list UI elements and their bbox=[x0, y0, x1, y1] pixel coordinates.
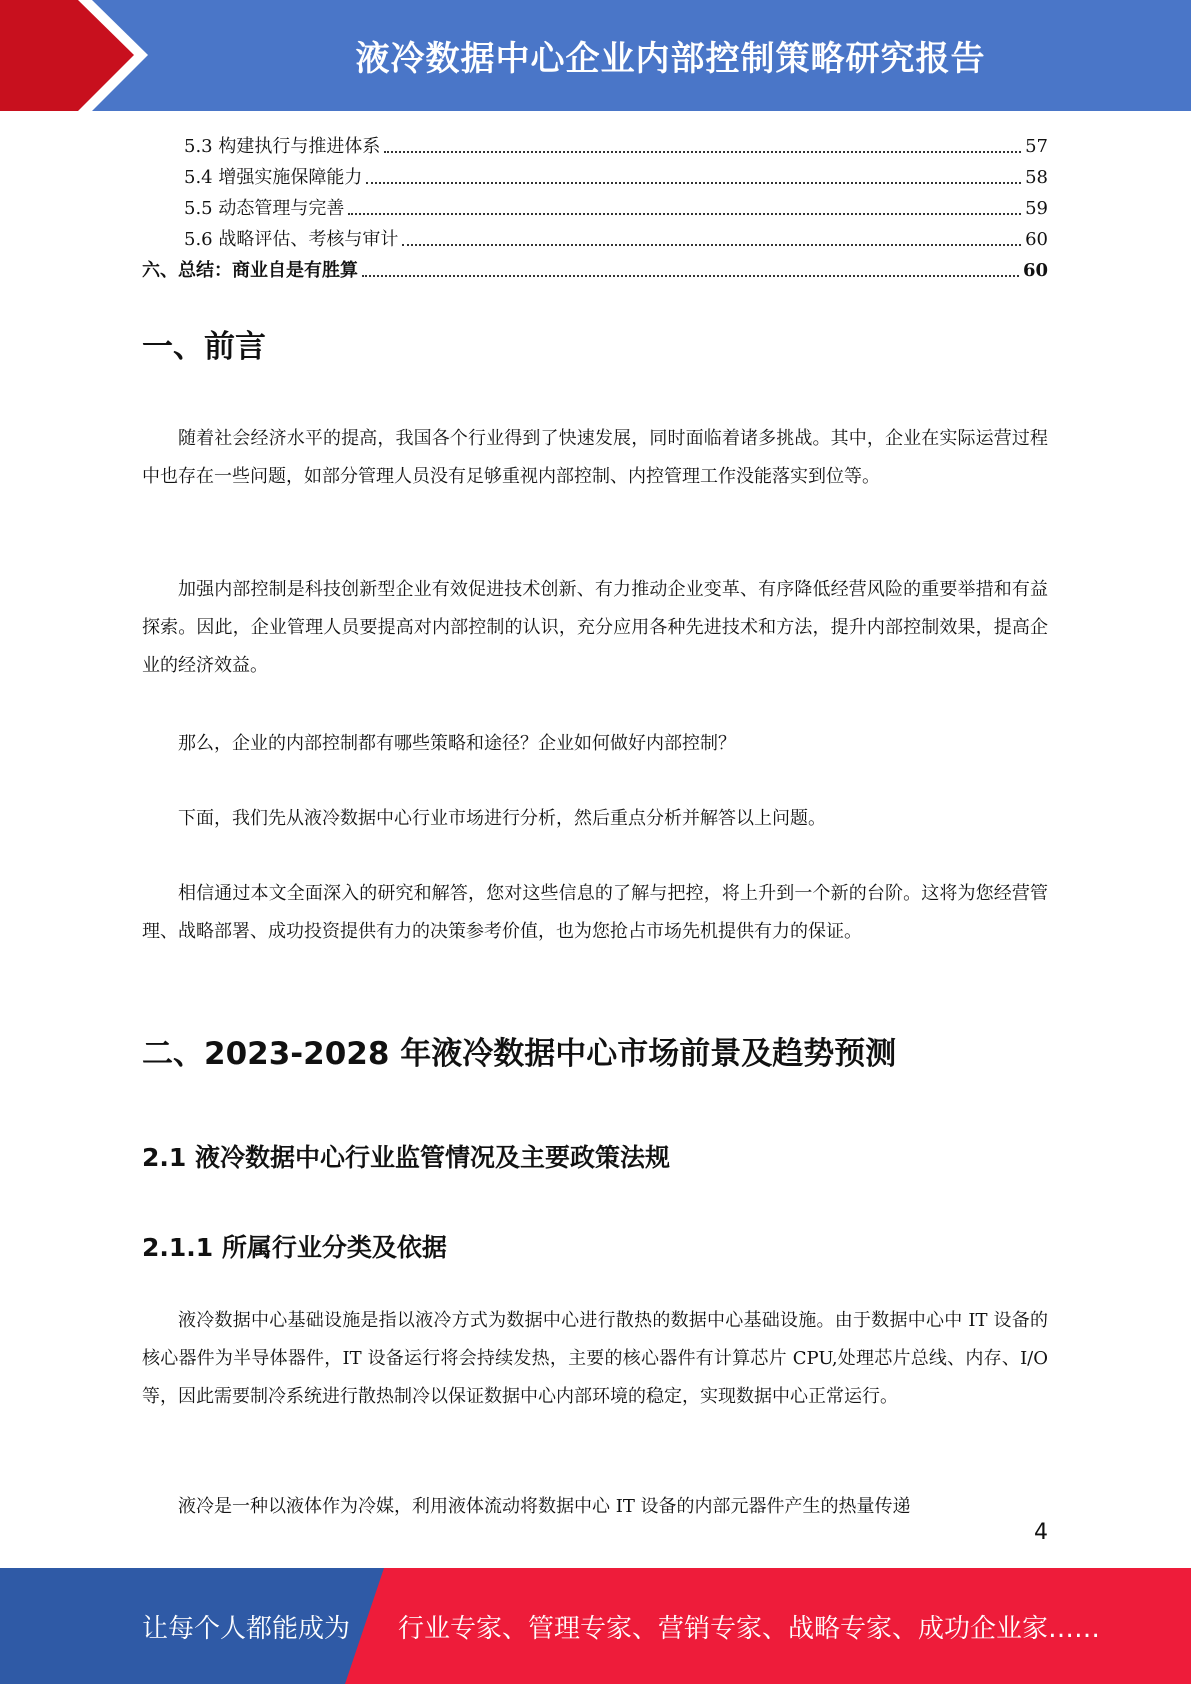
page-number: 4 bbox=[1034, 1520, 1048, 1545]
footer-slogan-left: 让每个人都能成为 bbox=[142, 1613, 351, 1644]
paragraph: 液冷数据中心基础设施是指以液冷方式为数据中心进行散热的数据中心基础设施。由于数据中心中 IT 设备的核心器件为半导体器件，IT 设备运行将会持续发热，主要的核心器件有计算芯片 CPU,处理芯片总线、内存、I/O 等，因此需要制冷系统进行散热制冷以保证数据中心内部环境的稳定，实现数据中心正常运行。 bbox=[142, 1310, 1048, 1407]
subsection-heading-2-1: 2.1 液冷数据中心行业监管情况及主要政策法规 bbox=[142, 1143, 670, 1172]
header-chevron-decoration bbox=[0, 0, 160, 111]
toc-leader-dots bbox=[366, 182, 1021, 184]
paragraph: 那么，企业的内部控制都有哪些策略和途径？企业如何做好内部控制？ bbox=[178, 733, 736, 754]
paragraph: 液冷是一种以液体作为冷媒，利用液体流动将数据中心 IT 设备的内部元器件产生的热量传递 bbox=[178, 1496, 911, 1517]
toc-entry-label: 5.5 动态管理与完善 bbox=[184, 198, 345, 219]
toc-entry-page: 57 bbox=[1025, 136, 1048, 157]
toc-entry-page: 60 bbox=[1025, 229, 1048, 250]
toc-entry[interactable] bbox=[142, 253, 1048, 284]
toc-entry-page: 60 bbox=[1022, 260, 1048, 281]
toc-entry-page: 58 bbox=[1025, 167, 1048, 188]
toc-entry[interactable] bbox=[142, 191, 1048, 222]
toc-leader-dots bbox=[362, 275, 1019, 277]
footer-slogan-right: 行业专家、管理专家、营销专家、战略专家、成功企业家…… bbox=[398, 1613, 1101, 1644]
subsection-heading-2-1-1: 2.1.1 所属行业分类及依据 bbox=[142, 1233, 447, 1262]
toc-entry-label: 5.3 构建执行与推进体系 bbox=[184, 136, 381, 157]
toc-entry-label: 5.4 增强实施保障能力 bbox=[184, 167, 363, 188]
section-heading-market: 二、2023-2028 年液冷数据中心市场前景及趋势预测 bbox=[142, 1036, 897, 1072]
report-title: 液冷数据中心企业内部控制策略研究报告 bbox=[355, 39, 986, 79]
toc-leader-dots bbox=[348, 213, 1021, 215]
section-heading-preface: 一、前言 bbox=[142, 329, 266, 365]
paragraph: 加强内部控制是科技创新型企业有效促进技术创新、有力推动企业变革、有序降低经营风险的重要举措和有益探索。因此，企业管理人员要提高对内部控制的认识，充分应用各种先进技术和方法，提升内部控制效果，提高企业的经济效益。 bbox=[142, 579, 1048, 676]
toc-entry-label: 六、总结：商业自是有胜算 bbox=[142, 260, 358, 281]
toc-leader-dots bbox=[384, 151, 1021, 153]
toc-entry[interactable] bbox=[142, 222, 1048, 253]
toc-leader-dots bbox=[402, 244, 1021, 246]
toc-entry-page: 59 bbox=[1025, 198, 1048, 219]
toc-entry[interactable] bbox=[142, 160, 1048, 191]
toc-entry[interactable] bbox=[142, 129, 1048, 160]
table-of-contents bbox=[142, 129, 1048, 284]
page-header bbox=[0, 0, 1191, 111]
paragraph: 相信通过本文全面深入的研究和解答，您对这些信息的了解与把控，将上升到一个新的台阶。这将为您经营管理、战略部署、成功投资提供有力的决策参考价值，也为您抢占市场先机提供有力的保证。 bbox=[142, 883, 1048, 942]
toc-entry-label: 5.6 战略评估、考核与审计 bbox=[184, 229, 399, 250]
paragraph: 随着社会经济水平的提高，我国各个行业得到了快速发展，同时面临着诸多挑战。其中，企业在实际运营过程中也存在一些问题，如部分管理人员没有足够重视内部控制、内控管理工作没能落实到位等。 bbox=[142, 428, 1048, 487]
paragraph: 下面，我们先从液冷数据中心行业市场进行分析，然后重点分析并解答以上问题。 bbox=[178, 808, 826, 829]
page-footer bbox=[0, 1568, 1191, 1684]
